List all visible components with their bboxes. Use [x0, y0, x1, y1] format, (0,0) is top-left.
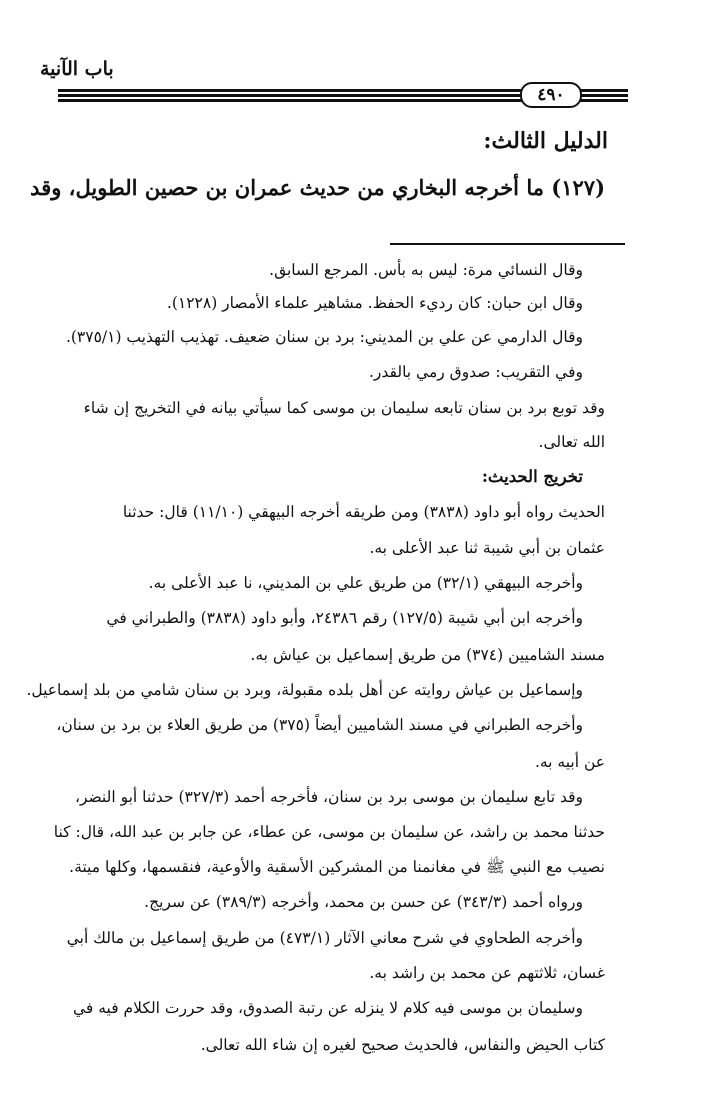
footnote-line: وفي التقريب: صدوق رمي بالقدر. — [368, 363, 583, 381]
footnote-heading: تخريج الحديث: — [481, 467, 583, 486]
footnote-line: كتاب الحيض والنفاس، فالحديث صحيح لغيره إن شاء الله تعالى. — [200, 1036, 605, 1054]
footnote-line: عثمان بن أبي شيبة ثنا عبد الأعلى به. — [369, 539, 605, 557]
page-number: ٤٩٠ — [520, 82, 582, 108]
running-title: باب الآنية — [40, 58, 114, 80]
footnote-line: ورواه أحمد (٣٤٣/٣) عن حسن بن محمد، وأخرجه (٣٨٩/٣) عن سريج. — [144, 893, 583, 911]
footnote-line: غسان، ثلاثتهم عن محمد بن راشد به. — [369, 964, 605, 982]
footnote-line: وقال ابن حبان: كان رديء الحفظ. مشاهير علماء الأمصار (١٢٢٨). — [166, 294, 583, 312]
footnote-line: وقد توبع برد بن سنان تابعه سليمان بن موسى كما سيأتي بيانه في التخريج إن شاء — [83, 399, 605, 417]
footnote-line: نصيب مع النبي ﷺ في مغانمنا من المشركين الأسقية والأوعية، فنقسمها، وكلها ميتة. — [69, 858, 605, 876]
footnote-line: وسليمان بن موسى فيه كلام لا ينزله عن رتبة الصدوق، وقد حررت الكلام فيه في — [72, 999, 583, 1017]
intro-line: (١٢٧) ما أخرجه البخاري من حديث عمران بن حصين الطويل، وقد — [30, 175, 605, 200]
section-title: الدليل الثالث: — [483, 128, 608, 154]
footnote-divider — [390, 243, 625, 245]
footnote-line: عن أبيه به. — [534, 753, 605, 771]
footnote-line: الله تعالى. — [538, 433, 605, 451]
footnote-line: وقال الدارمي عن علي بن المديني: برد بن سنان ضعيف. تهذيب التهذيب (٣٧٥/١). — [65, 328, 583, 346]
footnote-line: وأخرجه ابن أبي شيبة (١٢٧/٥) رقم ٢٤٣٨٦، وأبو داود (٣٨٣٨) والطبراني في — [106, 609, 583, 627]
footnote-line: وأخرجه الطحاوي في شرح معاني الآثار (٤٧٣/١) من طريق إسماعيل بن مالك أبي — [66, 929, 583, 947]
footnote-line: الحديث رواه أبو داود (٣٨٣٨) ومن طريقه أخرجه البيهقي (١١/١٠) قال: حدثنا — [122, 503, 605, 521]
footnote-line: مسند الشاميين (٣٧٤) من طريق إسماعيل بن عياش به. — [250, 646, 605, 664]
footnote-line: وأخرجه البيهقي (٣٢/١) من طريق علي بن المديني، نا عبد الأعلى به. — [148, 574, 583, 592]
footnote-line: وقال النسائي مرة: ليس به بأس. المرجع السابق. — [269, 261, 583, 279]
footnote-line: وأخرجه الطبراني في مسند الشاميين أيضاً (٣٧٥) من طريق العلاء بن برد بن سنان، — [56, 716, 583, 734]
footnote-line: حدثنا محمد بن راشد، عن سليمان بن موسى، عن عطاء، عن جابر بن عبد الله، قال: كنا — [53, 823, 605, 841]
footnote-line: وإسماعيل بن عياش روايته عن أهل بلده مقبولة، وبرد بن سنان شامي من بلد إسماعيل. — [26, 681, 583, 699]
footnote-line: وقد تابع سليمان بن موسى برد بن سنان، فأخرجه أحمد (٣٢٧/٣) حدثنا أبو النضر، — [74, 788, 583, 806]
